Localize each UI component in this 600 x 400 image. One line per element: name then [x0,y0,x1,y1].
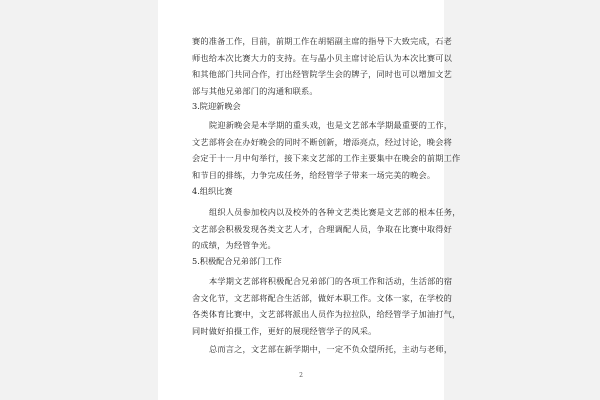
text-line: 本学期文艺部将积极配合兄弟部门的各项工作和活动，生活部的宿 [209,276,453,286]
text-line: 文艺部将会在办好晚会的同时不断创新，增添亮点，经过讨论，晚会将 [192,136,453,147]
text-line: 和其他部门共同合作，打出经管院学生会的牌子，同时也可以增加文艺 [192,69,453,79]
text-line: 的成绩，为经管争光。 [192,240,276,250]
text-line: 舍文化节，文艺部将配合生活部，做好本职工作。文体一家，在学校的 [192,292,453,303]
section-heading-4: 4.组织比赛 [192,186,233,196]
paragraph-section-4 [192,204,461,254]
text-line: 组织人员参加校内以及校外的各种文艺类比赛是文艺部的根本任务， [209,207,461,217]
paragraph-top [192,33,453,99]
text-line: 文艺部会积极发现各类文艺人才，合理调配人员，争取在比赛中取得好 [192,223,453,234]
document-page [158,0,461,400]
text-line: 同时做好拍摄工作，更好的展现经管学子的风采。 [192,325,377,336]
paragraph-final [192,341,453,358]
paragraph-section-3 [192,117,461,183]
text-line: 会定于十一月中旬举行，接下来文艺部的工作主要集中在晚会的前期工作 [192,153,461,163]
text-line: 和节目的排练，力争完成任务，给经管学子带来一场完美的晚会。 [192,169,436,180]
text-line: 部与其他兄弟部门的沟通和联系。 [192,85,318,96]
page-number: 2 [299,372,303,379]
text-line: 赛的准备工作，目前，前期工作在胡韬副主席的指导下大致完成，石老 [192,36,453,46]
text-line: 师也给本次比赛大力的支持。在与晶小贝主席讨论后认为本次比赛可以 [192,52,453,63]
paragraph-section-5 [192,273,461,339]
section-heading-5: 5.积极配合兄弟部门工作 [192,256,282,266]
text-line: 各类体育比赛中，文艺部将派出人员作为拉拉队，给经管学子加油打气， [192,309,461,319]
text-line: 总而言之，文艺部在新学期中，一定不负众望所托，主动与老师， [209,344,453,354]
section-heading-3: 3.院迎新晚会 [192,101,241,111]
text-line: 院迎新晚会是本学期的重头戏，也是文艺部本学期最重要的工作， [209,120,453,130]
